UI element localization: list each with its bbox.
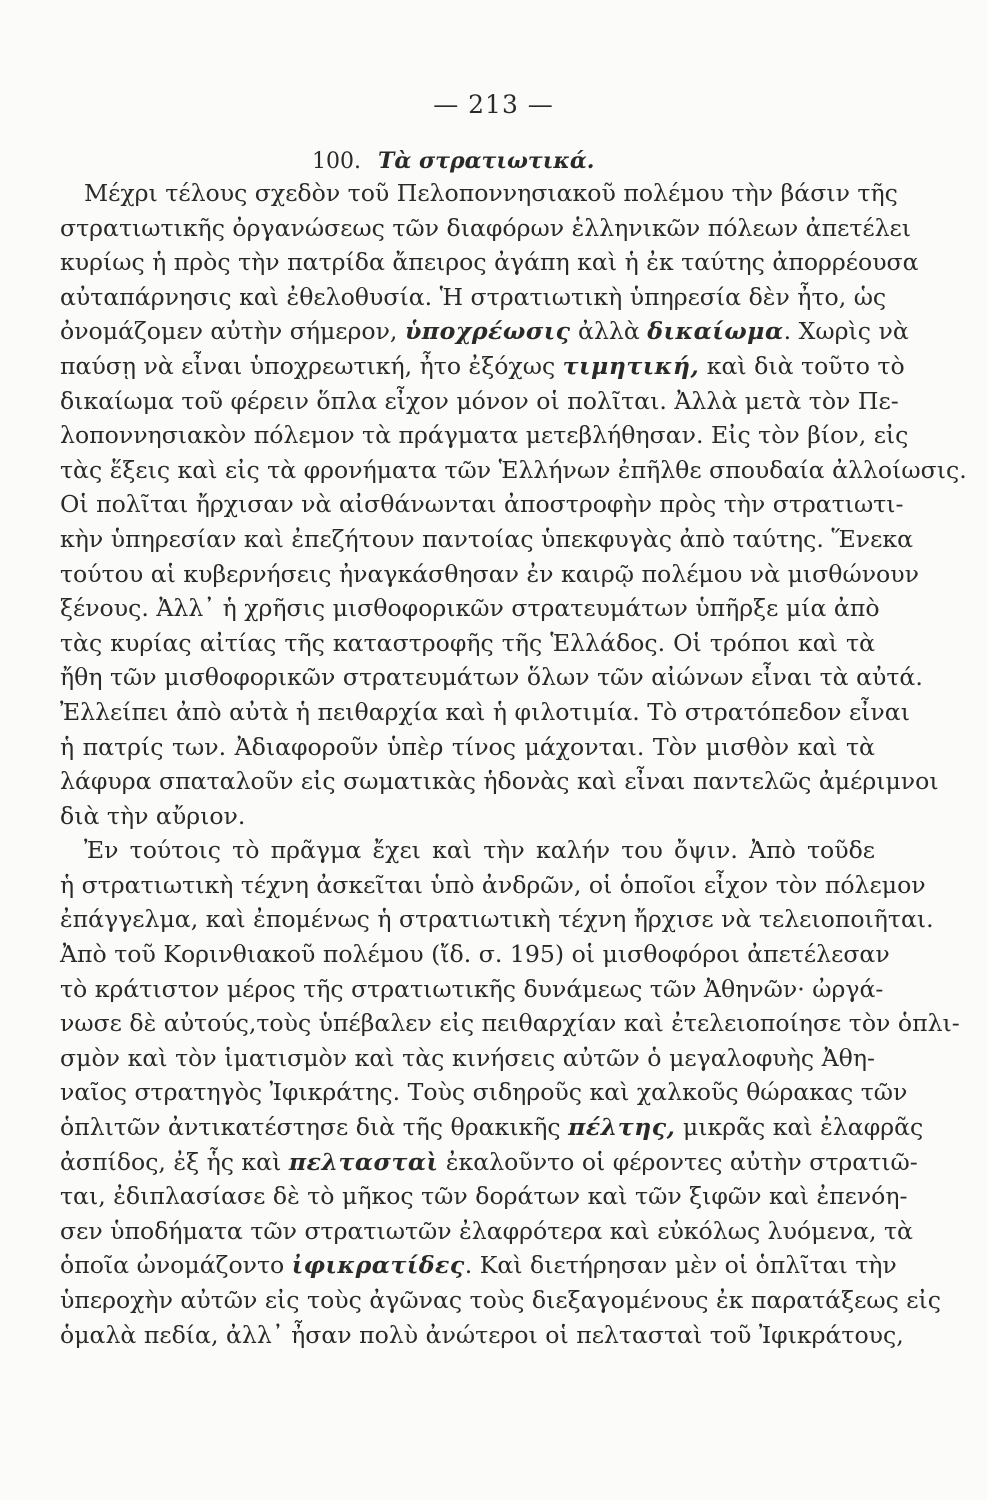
text-line bbox=[60, 902, 934, 937]
emphasized-term: τιμητική, bbox=[562, 351, 700, 380]
text-line bbox=[60, 1075, 908, 1110]
text-segment: ξένους. Ἀλλ᾿ ἡ χρῆσις μισθοφορικῶν στρατευμάτων ὑπῆρξε μία ἀπὸ bbox=[60, 594, 880, 623]
text-segment: στρατιωτικῆς ὀργανώσεως τῶν διαφόρων ἑλληνικῶν πόλεων ἀπετέλει bbox=[60, 213, 912, 242]
text-segment: Μέχρι τέλους σχεδὸν τοῦ Πελοποννησιακοῦ πολέμου τὴν βάσιν τῆς bbox=[84, 179, 898, 207]
text-line bbox=[60, 384, 899, 419]
text-segment: δικαίωμα τοῦ φέρειν ὅπλα εἶχον μόνον οἱ πολῖται. Ἀλλὰ μετὰ τὸν Πε- bbox=[60, 386, 899, 415]
emphasized-term: πέλτης, bbox=[568, 1113, 676, 1142]
text-line bbox=[60, 418, 909, 453]
section-heading bbox=[312, 148, 594, 174]
text-line bbox=[60, 868, 926, 903]
text-segment: ἡ στρατιωτικὴ τέχνη ἀσκεῖται ὑπὸ ἀνδρῶν, οἱ ὁποῖοι εἶχον τὸν πόλεμον bbox=[60, 870, 926, 899]
text-segment: μικρᾶς καὶ ἐλαφρᾶς bbox=[675, 1113, 924, 1142]
text-segment: ἡ πατρίς των. Ἀδιαφοροῦν ὑπὲρ τίνος μάχονται. Τὸν μισθὸν καὶ τὰ bbox=[60, 732, 875, 761]
text-segment: κὴν ὑπηρεσίαν καὶ ἐπεζήτουν παντοίας ὑπεκφυγὰς ἀπὸ ταύτης. Ἕνεκα bbox=[60, 524, 914, 553]
text-segment: Ἐλλείπει ἀπὸ αὐτὰ ἡ πειθαρχία καὶ ἡ φιλοτιμία. Τὸ στρατόπεδον εἶναι bbox=[60, 697, 910, 726]
text-line bbox=[60, 695, 910, 730]
text-segment: ὀνομάζομεν αὐτὴν σήμερον, bbox=[60, 317, 405, 346]
text-segment: ται, ἐδιπλασίασε δὲ τὸ μῆκος τῶν δοράτων καὶ τῶν ξιφῶν καὶ ἐπενόη- bbox=[60, 1182, 908, 1211]
text-segment: Οἱ πολῖται ἤρχισαν νὰ αἰσθάνωνται ἀποστροφὴν πρὸς τὴν στρατιωτι- bbox=[60, 490, 904, 519]
text-line bbox=[60, 453, 967, 488]
text-line bbox=[60, 1145, 918, 1180]
text-line bbox=[60, 764, 939, 799]
text-line bbox=[60, 1110, 924, 1145]
text-segment: τὰς κυρίας αἰτίας τῆς καταστροφῆς τῆς Ἑλλάδος. Οἱ τρόποι καὶ τὰ bbox=[60, 628, 875, 657]
text-segment: κυρίως ἡ πρὸς τὴν πατρίδα ἄπειρος ἀγάπη καὶ ἡ ἐκ ταύτης ἀπορρέουσα bbox=[60, 248, 919, 277]
text-line bbox=[60, 1214, 913, 1249]
text-line bbox=[60, 591, 880, 626]
section-number: 100. bbox=[312, 149, 361, 174]
text-segment: ἀλλὰ bbox=[570, 317, 648, 346]
text-line bbox=[60, 314, 909, 349]
text-line bbox=[60, 1041, 875, 1076]
text-segment: ὑπεροχὴν αὐτῶν εἰς τοὺς ἀγῶνας τοὺς διεξαγομένους ἐκ παρατάξεως εἰς bbox=[60, 1286, 941, 1314]
text-segment: διὰ τὴν αὔριον. bbox=[60, 801, 246, 830]
text-segment: Ἀπὸ τοῦ Κορινθιακοῦ πολέμου (ἴδ. σ. 195) οἱ μισθοφόροι ἀπετέλεσαν bbox=[60, 940, 890, 969]
text-segment: ἐπάγγελμα, καὶ ἐπομένως ἡ στρατιωτικὴ τέχνη ἤρχισε νὰ τελειοποιῆται. bbox=[60, 905, 934, 934]
text-line bbox=[60, 626, 875, 661]
text-segment: αὐταπάρνησις καὶ ἐθελοθυσία. Ἡ στρατιωτικὴ ὑπηρεσία δὲν ἦτο, ὡς bbox=[60, 282, 887, 311]
emphasized-term: πελτασταὶ bbox=[288, 1147, 439, 1176]
text-line bbox=[60, 1318, 904, 1353]
section-title: Τὰ στρατιωτικά. bbox=[377, 148, 595, 174]
text-line bbox=[60, 176, 898, 211]
text-line bbox=[60, 1248, 897, 1283]
text-line bbox=[60, 1179, 908, 1214]
text-line bbox=[60, 972, 884, 1007]
text-segment: λάφυρα σπαταλοῦν εἰς σωματικὰς ἡδονὰς καὶ εἶναι παντελῶς ἀμέριμνοι bbox=[60, 767, 939, 796]
text-line bbox=[60, 1283, 941, 1318]
text-line bbox=[60, 833, 875, 868]
text-segment: ναῖος στρατηγὸς Ἰφικράτης. Τοὺς σιδηροῦς καὶ χαλκοῦς θώρακας τῶν bbox=[60, 1078, 908, 1107]
text-line bbox=[60, 211, 912, 246]
text-segment: νωσε δὲ αὐτούς,τοὺς ὑπέβαλεν εἰς πειθαρχίαν καὶ ἐτελειοποίησε τὸν ὁπλι- bbox=[60, 1009, 960, 1038]
text-segment: σεν ὑποδήματα τῶν στρατιωτῶν ἐλαφρότερα καὶ εὐκόλως λυόμενα, τὰ bbox=[60, 1216, 913, 1245]
text-line bbox=[60, 660, 923, 695]
emphasized-term: ὑποχρέωσις bbox=[404, 317, 571, 346]
emphasized-term: δικαίωμα bbox=[647, 317, 784, 346]
text-segment: ἀσπίδος, ἐξ ἧς καὶ bbox=[60, 1147, 289, 1176]
page-number: — 213 — bbox=[433, 90, 554, 119]
text-segment: ὁμαλὰ πεδία, ἀλλ᾿ ἦσαν πολὺ ἀνώτεροι οἱ πελτασταὶ τοῦ Ἰφικράτους, bbox=[60, 1320, 904, 1349]
text-line bbox=[60, 799, 875, 834]
text-segment: τὰς ἕξεις καὶ εἰς τὰ φρονήματα τῶν Ἑλλήνων ἐπῆλθε σπουδαία ἀλλοίωσις. bbox=[60, 455, 967, 484]
text-line bbox=[60, 937, 890, 972]
text-segment: λοποννησιακὸν πόλεμον τὰ πράγματα μετεβλήθησαν. Εἰς τὸν βίον, εἰς bbox=[60, 421, 909, 450]
text-segment: . Καὶ διετήρησαν μὲν οἱ ὁπλῖται τὴν bbox=[464, 1251, 897, 1280]
text-segment: καὶ διὰ τοῦτο τὸ bbox=[699, 351, 905, 380]
text-segment: παύσῃ νὰ εἶναι ὑποχρεωτική, ἦτο ἐξόχως bbox=[60, 351, 563, 380]
text-segment: ἐκαλοῦντο οἱ φέροντες αὐτὴν στρατιῶ- bbox=[438, 1147, 918, 1176]
text-segment: τὸ κράτιστον μέρος τῆς στρατιωτικῆς δυνάμεως τῶν Ἀθηνῶν· ὠργά- bbox=[60, 974, 884, 1003]
text-line bbox=[60, 1006, 960, 1041]
text-line bbox=[60, 280, 887, 315]
text-segment: ὁπλιτῶν ἀντικατέστησε διὰ τῆς θρακικῆς bbox=[60, 1113, 569, 1142]
emphasized-term: ἰφικρατίδες bbox=[291, 1251, 465, 1280]
text-segment: τούτου αἱ κυβερνήσεις ἠναγκάσθησαν ἐν καιρῷ πολέμου νὰ μισθώνουν bbox=[60, 559, 919, 588]
text-segment: ὁποῖα ὠνομάζοντο bbox=[60, 1251, 292, 1280]
text-line bbox=[60, 245, 919, 280]
text-line bbox=[60, 730, 875, 765]
body-text bbox=[60, 176, 967, 1352]
text-line bbox=[60, 557, 919, 592]
text-segment: . Χωρὶς νὰ bbox=[783, 317, 909, 346]
text-segment: Ἐν τούτοις τὸ πρᾶγμα ἔχει καὶ τὴν καλήν του ὄψιν. Ἀπὸ τοῦδε bbox=[84, 836, 875, 865]
text-segment: ἤθη τῶν μισθοφορικῶν στρατευμάτων ὅλων τῶν αἰώνων εἶναι τὰ αὐτά. bbox=[60, 663, 923, 692]
text-line bbox=[60, 522, 914, 557]
text-line bbox=[60, 487, 904, 522]
text-segment: σμὸν καὶ τὸν ἱματισμὸν καὶ τὰς κινήσεις αὐτῶν ὁ μεγαλοφυὴς Ἀθη- bbox=[60, 1043, 875, 1072]
text-line bbox=[60, 349, 905, 384]
